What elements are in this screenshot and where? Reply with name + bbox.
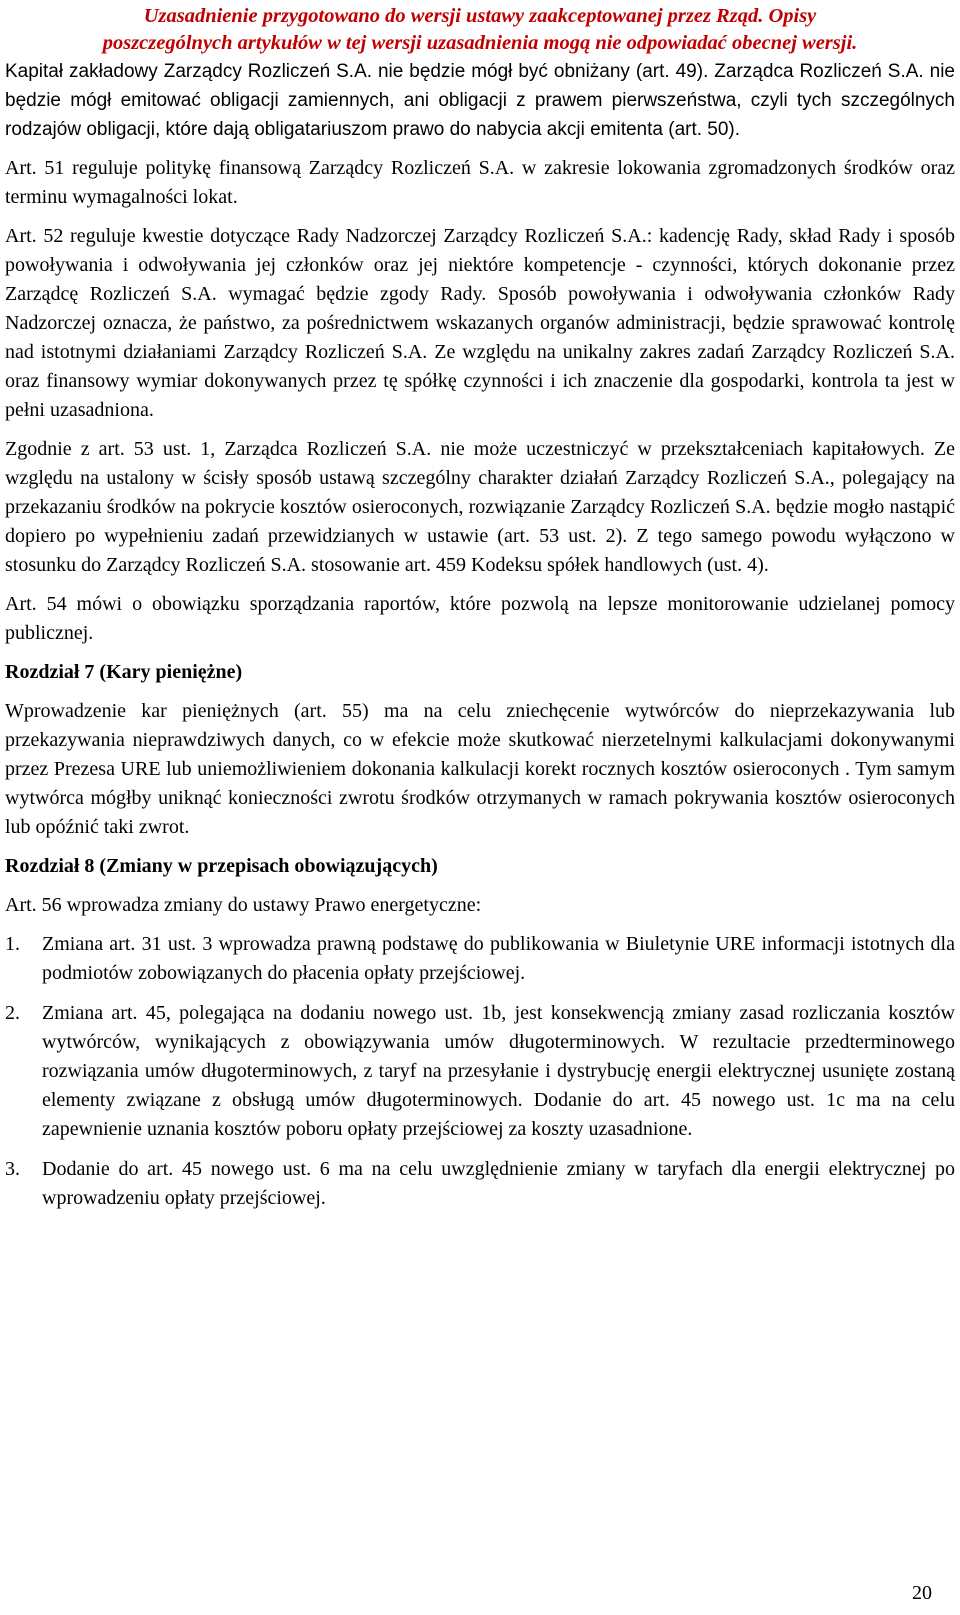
paragraph-art-56: Art. 56 wprowadza zmiany do ustawy Prawo energetyczne:	[5, 894, 482, 916]
heading-chapter-7: Rozdział 7 (Kary pieniężne)	[5, 661, 243, 683]
paragraph-art-53: Zgodnie z art. 53 ust. 1, Zarządca Rozliczeń S.A. nie może uczestniczyć w przekształceniach kapitałowych. Ze względu na ustalony w ścisły sposób ustawą szczególny charakter działań Zarządcy Rozliczeń S.A., polegający na przekazaniu środków na pokrycie kosztów osieroconych, rozwiązanie Zarządcy Rozliczeń S.A. będzie mogło nastąpić dopiero po wypełnieniu zadań przewidzianych w ustawie (art. 53 ust. 2). Z tego samego powodu wyłączono w stosunku do Zarządcy Rozliczeń S.A. stosowanie art. 459 Kodeksu spółek handlowych (ust. 4).	[5, 438, 955, 576]
disclaimer-line-1: Uzasadnienie przygotowano do wersji ustawy zaakceptowanej przez Rząd. Opisy	[143, 5, 817, 27]
page-number: 20	[912, 1582, 932, 1604]
disclaimer-banner	[5, 3, 955, 57]
list-item-text: Zmiana art. 45, polegająca na dodaniu nowego ust. 1b, jest konsekwencją zmiany zasad rozliczania kosztów wytwórców, wynikających z obowiązywania umów długoterminowych. W rezultacie przedterminowego rozwiązania umów długoterminowych, z taryf na przesyłanie i dystrybucję energii elektrycznej usunięte zostaną elementy związane z obsługą umów długoterminowych. Dodanie do art. 45 nowego ust. 1c ma na celu zapewnienie uznania kosztów poboru opłaty przejściowej za koszty uzasadnione.	[42, 1002, 955, 1140]
paragraph-art-52: Art. 52 reguluje kwestie dotyczące Rady Nadzorczej Zarządcy Rozliczeń S.A.: kadencję Rady, skład Rady i sposób powoływania i odwoływania jej członków oraz jej niektóre kompetencje - czynności, których dokonanie przez Zarządcę Rozliczeń S.A. wymagać będzie zgody Rady. Sposób powoływania i odwoływania członków Rady Nadzorczej oznacza, że państwo, za pośrednictwem wskazanych organów administracji, będzie sprawować kontrolę nad istotnymi działaniami Zarządcy Rozliczeń S.A. Ze względu na unikalny zakres zadań Zarządcy Rozliczeń S.A. oraz finansowy wymiar dokonywanych przez tę spółkę czynności i ich znaczenie dla gospodarki, kontrola ta jest w pełni uzasadniona.	[5, 225, 955, 421]
paragraph-capital: Kapitał zakładowy Zarządcy Rozliczeń S.A. nie będzie mógł być obniżany (art. 49). Zarządca Rozliczeń S.A. nie będzie mógł emitować obligacji zamiennych, ani obligacji z prawem pierwszeństwa, czyli tych szczególnych rodzajów obligacji, które dają obligatariuszom prawo do nabycia akcji emitenta (art. 50).	[5, 61, 955, 140]
document-page	[5, 0, 955, 1224]
disclaimer-line-2: poszczególnych artykułów w tej wersji uzasadnienia mogą nie odpowiadać obecnej wersji.	[102, 32, 858, 54]
amendments-list	[5, 930, 955, 1213]
list-item	[5, 999, 955, 1144]
paragraph-art-51: Art. 51 reguluje politykę finansową Zarządcy Rozliczeń S.A. w zakresie lokowania zgromadzonych środków oraz terminu wymagalności lokat.	[5, 157, 955, 208]
list-item-number: 1.	[5, 933, 20, 955]
list-item	[5, 930, 955, 988]
heading-chapter-8: Rozdział 8 (Zmiany w przepisach obowiązujących)	[5, 855, 438, 877]
list-item-text: Zmiana art. 31 ust. 3 wprowadza prawną podstawę do publikowania w Biuletynie URE informacji istotnych dla podmiotów zobowiązanych do płacenia opłaty przejściowej.	[42, 933, 955, 984]
list-item	[5, 1155, 955, 1213]
list-item-number: 3.	[5, 1158, 20, 1180]
list-item-text: Dodanie do art. 45 nowego ust. 6 ma na celu uwzględnienie zmiany w taryfach dla energii elektrycznej po wprowadzeniu opłaty przejściowej.	[42, 1158, 955, 1209]
paragraph-art-55: Wprowadzenie kar pieniężnych (art. 55) ma na celu zniechęcenie wytwórców do nieprzekazywania lub przekazywania nieprawdziwych danych, co w efekcie może skutkować nierzetelnymi kalkulacjami dokonywanymi przez Prezesa URE lub uniemożliwieniem dokonania kalkulacji korekt rocznych kosztów osieroconych . Tym samym wytwórca mógłby uniknąć konieczności zwrotu środków otrzymanych w ramach pokrywania kosztów osieroconych lub opóźnić taki zwrot.	[5, 700, 955, 838]
paragraph-art-54: Art. 54 mówi o obowiązku sporządzania raportów, które pozwolą na lepsze monitorowanie udzielanej pomocy publicznej.	[5, 593, 955, 644]
list-item-number: 2.	[5, 1002, 20, 1024]
